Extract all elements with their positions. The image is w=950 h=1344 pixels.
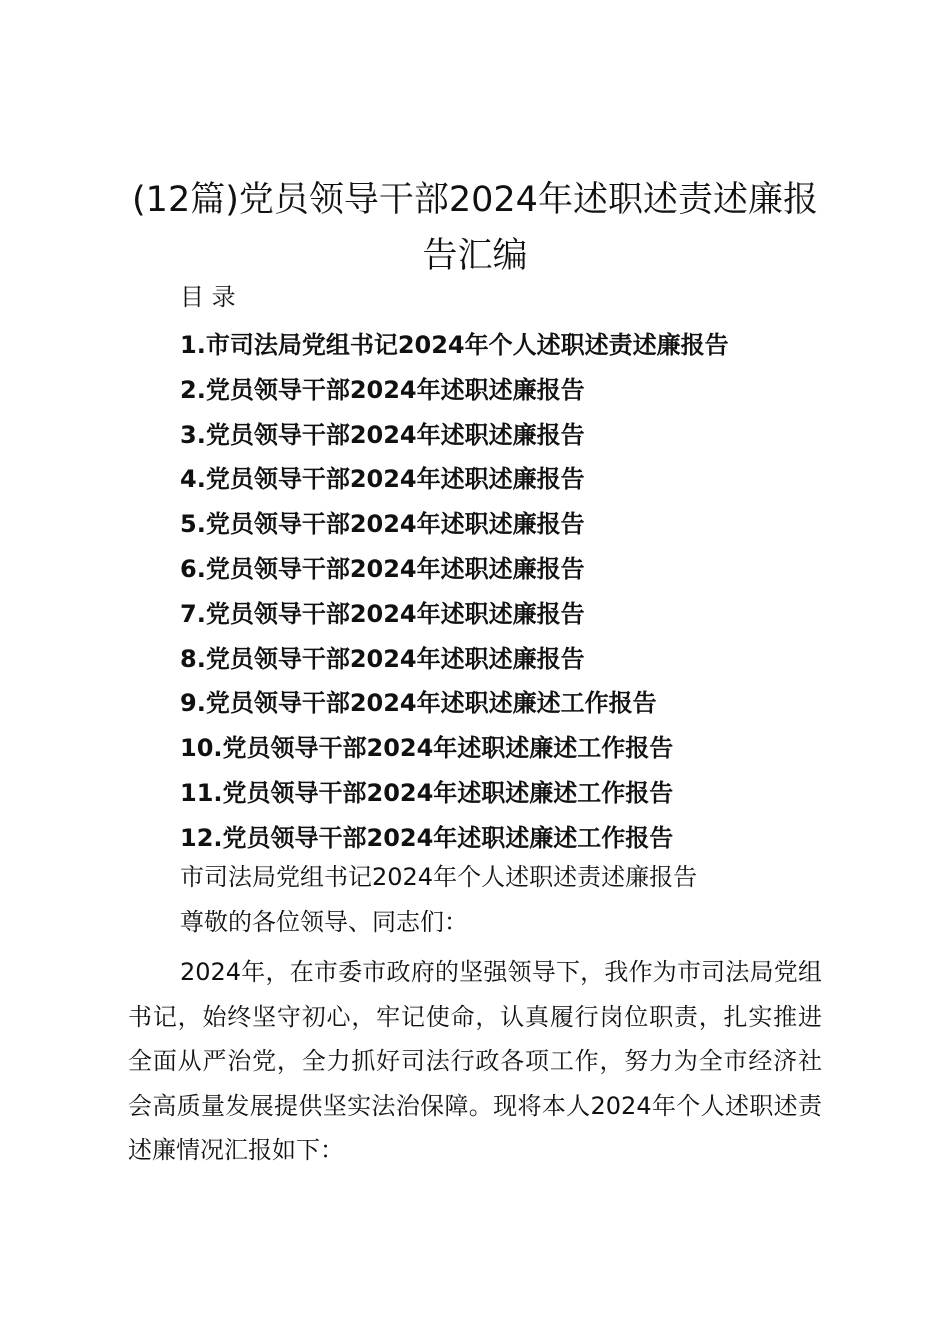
toc-item: 6.党员领导干部2024年述职述廉报告	[180, 554, 585, 583]
toc-item: 2.党员领导干部2024年述职述廉报告	[180, 375, 585, 404]
body-paragraph: 2024年，在市委市政府的坚强领导下，我作为市司法局党组书记，始终坚守初心，牢记使命，认真履行岗位职责，扎实推进全面从严治党，全力抓好司法行政各项工作，努力为全市经济社会高质量发展提供坚实法治保障。现将本人2024年个人述职述责述廉情况汇报如下：	[128, 958, 822, 1165]
section-title: 市司法局党组书记2024年个人述职述责述廉报告	[180, 863, 698, 891]
toc-item: 7.党员领导干部2024年述职述廉报告	[180, 599, 585, 628]
toc-item: 5.党员领导干部2024年述职述廉报告	[180, 510, 585, 539]
table-of-contents	[180, 323, 729, 861]
toc-item: 10.党员领导干部2024年述职述廉述工作报告	[180, 734, 674, 763]
toc-item: 1.市司法局党组书记2024年个人述职述责述廉报告	[180, 331, 729, 359]
toc-item: 11.党员领导干部2024年述职述廉述工作报告	[180, 778, 674, 807]
toc-item: 4.党员领导干部2024年述职述廉报告	[180, 465, 585, 494]
salutation: 尊敬的各位领导、同志们：	[180, 908, 468, 936]
document-title: (12篇)党员领导干部2024年述职述责述廉报告汇编	[132, 180, 818, 276]
toc-item: 3.党员领导干部2024年述职述廉报告	[180, 420, 585, 449]
toc-heading: 目 录	[180, 283, 236, 311]
toc-item: 12.党员领导干部2024年述职述廉述工作报告	[180, 823, 674, 852]
toc-item: 8.党员领导干部2024年述职述廉报告	[180, 644, 585, 673]
toc-item: 9.党员领导干部2024年述职述廉述工作报告	[180, 689, 657, 718]
